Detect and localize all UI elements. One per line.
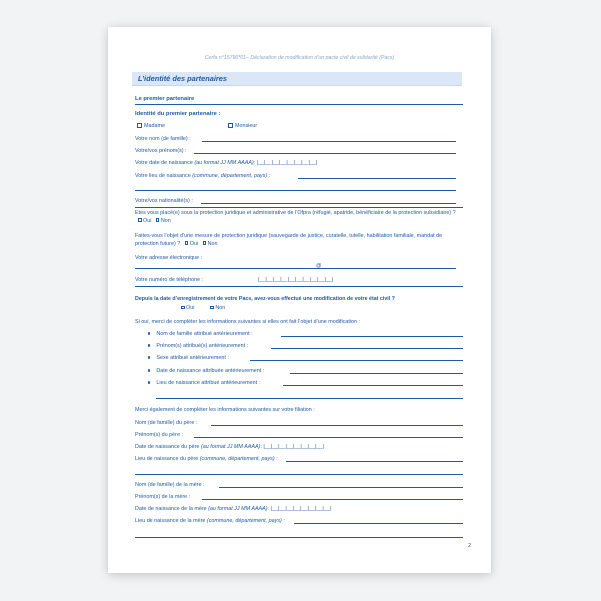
mere-nom-field[interactable] <box>219 487 463 488</box>
section-title: L’identité des partenaires <box>138 74 227 83</box>
madame-label: Madame <box>144 123 165 129</box>
bullet-nom-anterieur: Nom de famille attribué antérieurement : <box>148 331 253 337</box>
at-sign: @ <box>316 263 322 269</box>
filiation-text: Merci également de compléter les informations suivantes sur votre filiation : <box>135 407 315 413</box>
mere-date-field[interactable]: Date de naissance de la mère (au format JJ MM AAAA): |__|__|__|__|__|__|__|__| <box>135 506 332 512</box>
mere-nom-label: Nom (de famille) de la mère : <box>135 482 205 488</box>
pere-lieu-field-2[interactable] <box>135 474 463 475</box>
madame-option[interactable] <box>137 123 165 129</box>
lieu-anterieur-field-2[interactable] <box>156 398 463 399</box>
prenoms-field[interactable] <box>194 153 456 154</box>
monsieur-checkbox[interactable] <box>228 123 233 128</box>
pere-date-field[interactable]: Date de naissance du père (au format JJ MM AAAA): |__|__|__|__|__|__|__|__| <box>135 444 324 450</box>
pere-lieu-field[interactable] <box>286 461 463 462</box>
bullet-lieu-anterieur: Lieu de naissance attribué antérieurement : <box>148 380 260 386</box>
page-number: 2 <box>468 543 471 549</box>
sub-title: Le premier partenaire <box>135 96 195 102</box>
pere-prenoms-label: Prénom(s) du père : <box>135 432 183 438</box>
monsieur-label: Monsieur <box>235 123 258 129</box>
protection-oui-checkbox[interactable] <box>185 241 189 245</box>
etat-civil-question: Depuis la date d’enregistrement de votre Pacs, avez-vous effectué une modification de votre état civil ? <box>135 296 395 302</box>
bullet-dot <box>148 369 150 371</box>
bullet-dot <box>148 344 150 346</box>
mere-lieu-field-2[interactable] <box>135 537 463 538</box>
mere-lieu-field[interactable] <box>294 523 463 524</box>
lieu-naissance-label: Votre lieu de naissance (commune, département, pays) : <box>135 173 271 179</box>
lieu-naissance-field-2[interactable] <box>135 190 456 191</box>
etat-civil-non-checkbox[interactable] <box>210 306 214 310</box>
bullet-sexe-anterieur: Sexe attribué antérieurement : <box>148 355 229 361</box>
bullet-dot <box>148 332 150 334</box>
date-format-hint: (au format JJ MM AAAA) <box>194 160 254 166</box>
pere-lieu-label: Lieu de naissance du père (commune, département, pays) : <box>135 456 278 462</box>
monsieur-option[interactable] <box>228 123 257 129</box>
nationalite-field[interactable] <box>201 203 456 204</box>
form-page <box>108 27 491 573</box>
pere-nom-label: Nom (de famille) du père : <box>135 420 198 426</box>
protection-non-checkbox[interactable] <box>203 241 207 245</box>
ofpra-non-checkbox[interactable] <box>156 218 160 222</box>
ofpra-oui-checkbox[interactable] <box>138 218 142 222</box>
pere-prenoms-field[interactable] <box>194 437 463 438</box>
pere-nom-field[interactable] <box>211 425 463 426</box>
madame-checkbox[interactable] <box>137 123 142 128</box>
etat-civil-oui-checkbox[interactable] <box>181 306 185 310</box>
mere-prenoms-field[interactable] <box>202 499 463 500</box>
nom-label: Votre nom (de famille) : <box>135 136 191 142</box>
lieu-anterieur-field[interactable] <box>283 385 463 386</box>
email-label: Votre adresse électronique : <box>135 255 203 261</box>
lieu-naissance-field[interactable] <box>298 178 456 179</box>
nom-anterieur-field[interactable] <box>281 336 463 337</box>
mere-lieu-label: Lieu de naissance de la mère (commune, département, pays) : <box>135 518 285 524</box>
nationalite-rule <box>135 207 463 208</box>
mere-prenoms-label: Prénom(s) de la mère : <box>135 494 191 500</box>
bullet-dot <box>148 381 150 383</box>
sub-title-rule <box>135 104 463 105</box>
sexe-anterieur-field[interactable] <box>250 360 463 361</box>
si-oui-text: Si oui, merci de compléter les informations suivantes si elles ont fait l’objet d’une modification : <box>135 319 361 325</box>
telephone-label: Votre numéro de téléphone : <box>135 277 204 283</box>
cerfa-header: Cerfa n°15790*01– Déclaration de modification d’un pacte civil de solidarité (Pacs) <box>204 55 395 61</box>
ofpra-question: Etes vous placé(e) sous la protection juridique et administrative de l’Ofpra (réfugié, apatride, bénéficiaire de la protection subsidiaire) ? Oui Non <box>135 210 456 224</box>
prenoms-label: Votre/vos prénom(s) : <box>135 148 187 154</box>
protection-question: Faites-vous l’objet d’une mesure de protection juridique (sauvegarde de justice, curatelle, tutelle, habilitation familiale, mandat de protection future) ? Oui Non <box>135 233 443 247</box>
nationalite-label: Votre/vos nationalité(s) : <box>135 198 193 204</box>
nom-field[interactable] <box>202 141 456 142</box>
bullet-prenom-anterieur: Prénom(s) attribué(s) antérieurement : <box>148 343 248 349</box>
date-boxes: : |__|__|__|__|__|__|__|__| <box>253 160 318 166</box>
date-naissance-label: Votre date de naissance <box>135 160 195 166</box>
email-field[interactable] <box>135 268 456 269</box>
identity-title: Identité du premier partenaire : <box>135 111 221 117</box>
telephone-rule <box>135 286 463 287</box>
bullet-date-anterieure: Date de naissance attribuée antérieurement : <box>148 368 264 374</box>
date-anterieure-field[interactable] <box>290 373 463 374</box>
etat-civil-options: Oui Non <box>178 305 225 311</box>
telephone-field[interactable]: |__|__|__|__|__|__|__|__|__|__| <box>258 277 334 283</box>
bullet-dot <box>148 356 150 358</box>
prenom-anterieur-field[interactable] <box>271 348 463 349</box>
date-naissance-field[interactable] <box>135 160 317 166</box>
